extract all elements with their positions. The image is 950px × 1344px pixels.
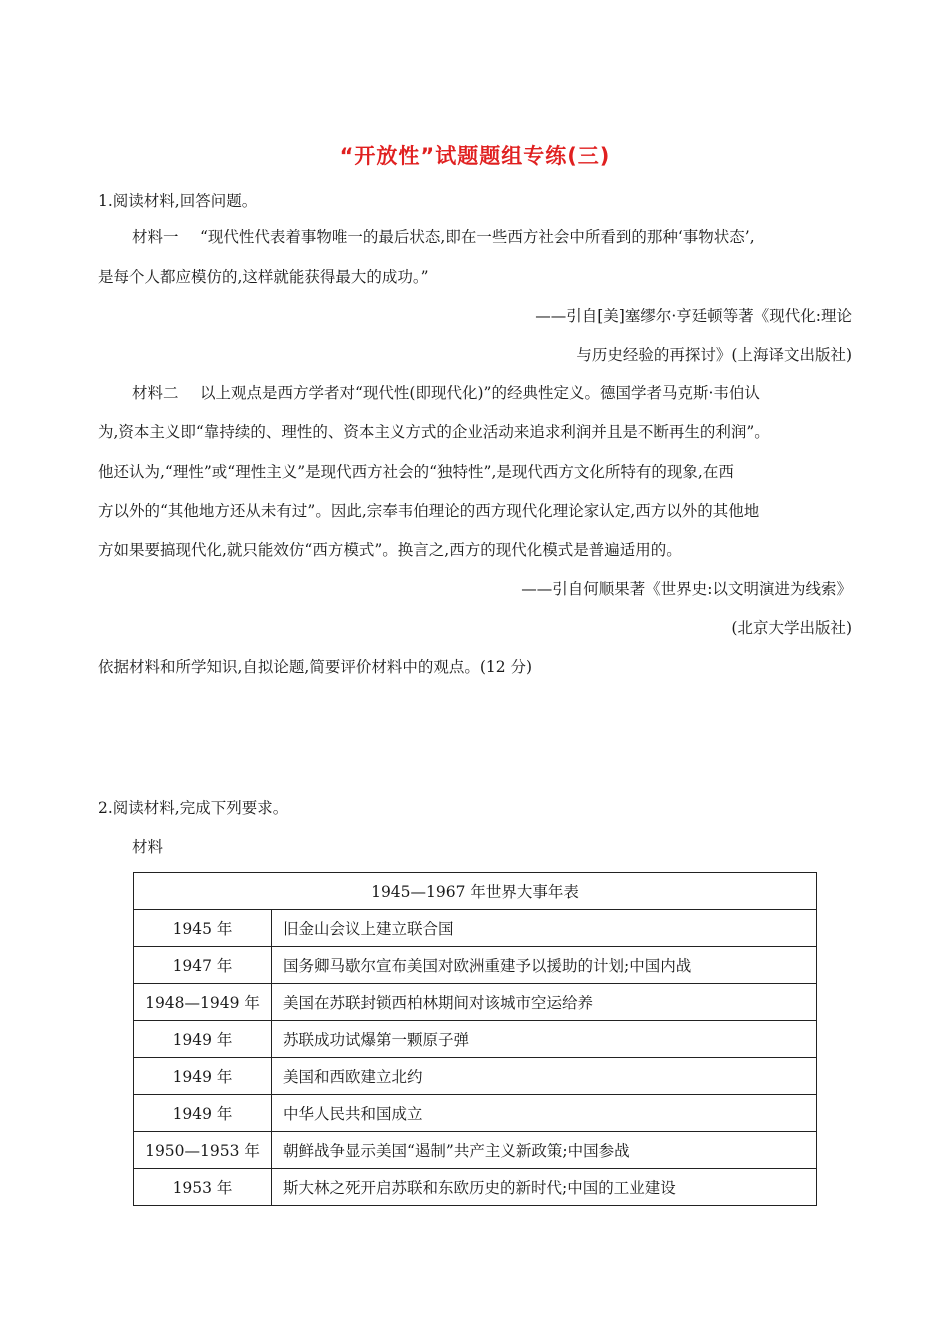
material-1-source-1: ——引自[美]塞缪尔·亨廷顿等著《现代化:理论 bbox=[535, 307, 852, 325]
material-2-line-3: 他还认为,“理性”或“理性主义”是现代西方社会的“独特性”,是现代西方文化所特有的现象,在西 bbox=[98, 463, 734, 481]
question-1-stem: 1.阅读材料,回答问题。 bbox=[98, 192, 258, 210]
table-row bbox=[134, 1058, 817, 1095]
table-cell-year: 1947 年 bbox=[134, 947, 272, 984]
table-row bbox=[134, 947, 817, 984]
table-cell-event: 斯大林之死开启苏联和东欧历史的新时代;中国的工业建设 bbox=[272, 1169, 817, 1206]
material-2-line-2: 为,资本主义即“靠持续的、理性的、资本主义方式的企业活动来追求利润并且是不断再生的利润”。 bbox=[98, 423, 770, 441]
table-cell-event: 旧金山会议上建立联合国 bbox=[272, 910, 817, 947]
table-cell-event: 朝鲜战争显示美国“遏制”共产主义新政策;中国参战 bbox=[272, 1132, 817, 1169]
table-cell-year: 1950—1953 年 bbox=[134, 1132, 272, 1169]
material-1-label: 材料一 bbox=[132, 228, 179, 246]
table-cell-year: 1948—1949 年 bbox=[134, 984, 272, 1021]
table-header: 1945—1967 年世界大事年表 bbox=[134, 873, 817, 910]
table-cell-event: 中华人民共和国成立 bbox=[272, 1095, 817, 1132]
page-title: “开放性”试题题组专练(三) bbox=[339, 144, 611, 168]
table-row bbox=[134, 1095, 817, 1132]
table-cell-event: 苏联成功试爆第一颗原子弹 bbox=[272, 1021, 817, 1058]
question-2-material-label: 材料 bbox=[132, 838, 164, 856]
table-row bbox=[134, 984, 817, 1021]
table-cell-year: 1945 年 bbox=[134, 910, 272, 947]
question-2-stem: 2.阅读材料,完成下列要求。 bbox=[98, 799, 289, 817]
table-cell-year: 1953 年 bbox=[134, 1169, 272, 1206]
table-row bbox=[134, 1132, 817, 1169]
material-2-label: 材料二 bbox=[132, 384, 179, 402]
question-1-task: 依据材料和所学知识,自拟论题,简要评价材料中的观点。(12 分) bbox=[98, 658, 533, 676]
table-cell-year: 1949 年 bbox=[134, 1095, 272, 1132]
table-cell-event: 国务卿马歇尔宣布美国对欧洲重建予以援助的计划;中国内战 bbox=[272, 947, 817, 984]
table-cell-event: 美国在苏联封锁西柏林期间对该城市空运给养 bbox=[272, 984, 817, 1021]
table-row bbox=[134, 1021, 817, 1058]
table-header-row bbox=[134, 873, 817, 910]
table-row bbox=[134, 910, 817, 947]
material-2-line-1 bbox=[132, 382, 760, 404]
material-2-line-4: 方以外的“其他地方还从未有过”。因此,宗奉韦伯理论的西方现代化理论家认定,西方以外的其他地 bbox=[98, 502, 760, 520]
material-1-text-1: “现代性代表着事物唯一的最后状态,即在一些西方社会中所看到的那种‘事物状态’, bbox=[200, 228, 755, 246]
table-cell-year: 1949 年 bbox=[134, 1021, 272, 1058]
material-2-line-5: 方如果要搞现代化,就只能效仿“西方模式”。换言之,西方的现代化模式是普遍适用的。 bbox=[98, 541, 682, 559]
table-row bbox=[134, 1169, 817, 1206]
material-1-source-2: 与历史经验的再探讨》(上海译文出版社) bbox=[576, 346, 852, 364]
material-2-source-1: ——引自何顺果著《世界史:以文明演进为线索》 bbox=[521, 580, 852, 598]
events-table bbox=[133, 872, 817, 1206]
material-2-source-2: (北京大学出版社) bbox=[731, 619, 852, 637]
material-2-text-1: 以上观点是西方学者对“现代性(即现代化)”的经典性定义。德国学者马克斯·韦伯认 bbox=[200, 384, 760, 402]
material-1-line-2: 是每个人都应模仿的,这样就能获得最大的成功。” bbox=[98, 268, 429, 286]
table-cell-event: 美国和西欧建立北约 bbox=[272, 1058, 817, 1095]
table-cell-year: 1949 年 bbox=[134, 1058, 272, 1095]
material-1-line-1 bbox=[132, 226, 755, 248]
